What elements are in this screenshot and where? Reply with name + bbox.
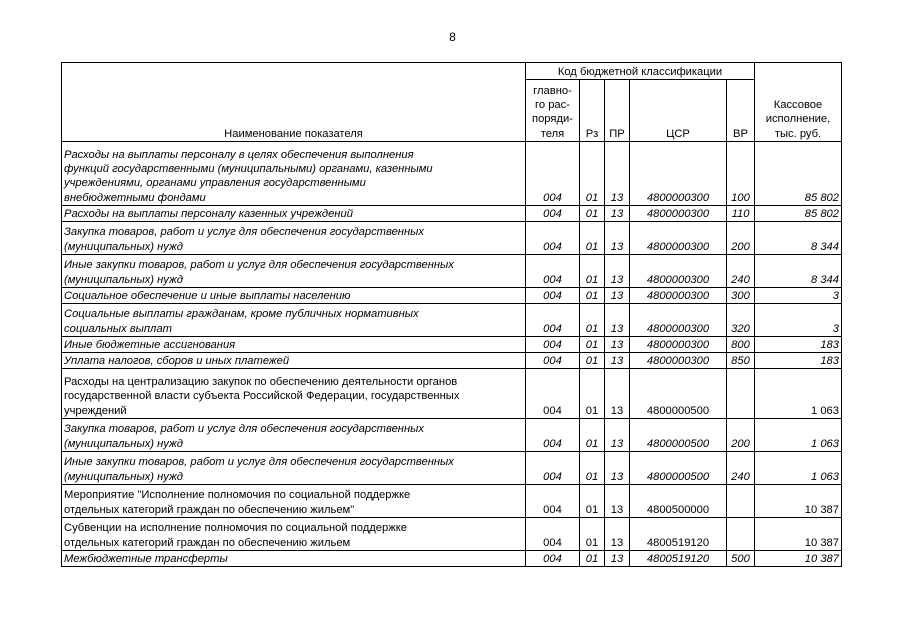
row-amount: 8 344 — [755, 222, 842, 255]
row-name-line: государственной власти субъекта Российской Федерации, государственных — [64, 390, 460, 403]
row-pr: 13 — [605, 206, 630, 222]
row-chief: 004 — [526, 353, 580, 369]
row-name — [62, 288, 526, 304]
row-rz: 01 — [580, 452, 605, 485]
row-rz: 01 — [580, 551, 605, 567]
row-name-line: Субвенции на исполнение полномочия по социальной поддержке — [64, 522, 407, 535]
table-row — [62, 452, 842, 485]
row-name-line: Расходы на выплаты персоналу в целях обеспечения выполнения — [64, 148, 414, 161]
table-row — [62, 337, 842, 353]
row-amount: 3 — [755, 304, 842, 337]
row-amount: 85 802 — [755, 206, 842, 222]
row-name-line: отдельных категорий граждан по обеспечению жильем" — [64, 503, 355, 516]
row-csr: 4800000500 — [630, 452, 727, 485]
table-row — [62, 304, 842, 337]
row-vr: 200 — [727, 222, 755, 255]
row-name-line: отдельных категорий граждан по обеспечению жильем — [64, 536, 351, 549]
row-rz: 01 — [580, 288, 605, 304]
header-rz: Рз — [580, 80, 605, 142]
row-vr: 300 — [727, 288, 755, 304]
row-chief: 004 — [526, 337, 580, 353]
row-name-line: (муниципальных) нужд — [64, 437, 183, 450]
row-vr: 850 — [727, 353, 755, 369]
row-vr: 800 — [727, 337, 755, 353]
header-pr: ПР — [605, 80, 630, 142]
row-pr: 13 — [605, 255, 630, 288]
table-row — [62, 518, 842, 551]
row-csr: 4800000300 — [630, 288, 727, 304]
row-chief: 004 — [526, 518, 580, 551]
row-chief: 004 — [526, 255, 580, 288]
row-csr: 4800000500 — [630, 369, 727, 419]
row-name — [62, 304, 526, 337]
row-name — [62, 551, 526, 567]
row-rz: 01 — [580, 353, 605, 369]
header-amount-line: тыс. руб. — [774, 127, 822, 140]
row-rz: 01 — [580, 304, 605, 337]
row-chief: 004 — [526, 419, 580, 452]
row-rz: 01 — [580, 255, 605, 288]
row-name-line: (муниципальных) нужд — [64, 240, 183, 253]
row-chief: 004 — [526, 142, 580, 206]
row-name-line: Иные закупки товаров, работ и услуг для обеспечения государственных — [64, 456, 454, 469]
page-number: 8 — [449, 30, 456, 44]
row-vr: 200 — [727, 419, 755, 452]
row-csr: 4800000300 — [630, 255, 727, 288]
table-row — [62, 369, 842, 419]
row-rz: 01 — [580, 142, 605, 206]
header-amount-line: исполнение, — [765, 113, 831, 126]
row-name — [62, 369, 526, 419]
row-name — [62, 485, 526, 518]
row-vr: 500 — [727, 551, 755, 567]
row-pr: 13 — [605, 485, 630, 518]
header-chief-line: главно- — [533, 84, 572, 97]
row-name-line: учреждений — [64, 404, 127, 417]
header-vr: ВР — [727, 80, 755, 142]
row-chief: 004 — [526, 304, 580, 337]
row-amount: 10 387 — [755, 485, 842, 518]
row-amount: 1 063 — [755, 369, 842, 419]
row-rz: 01 — [580, 369, 605, 419]
row-name — [62, 419, 526, 452]
row-chief: 004 — [526, 288, 580, 304]
row-rz: 01 — [580, 518, 605, 551]
row-name — [62, 255, 526, 288]
header-amount — [755, 63, 842, 142]
row-csr: 4800519120 — [630, 551, 727, 567]
row-csr: 4800519120 — [630, 518, 727, 551]
row-pr: 13 — [605, 304, 630, 337]
table-row — [62, 485, 842, 518]
budget-table — [61, 62, 842, 567]
table-body — [62, 142, 842, 567]
row-chief: 004 — [526, 551, 580, 567]
row-amount: 10 387 — [755, 518, 842, 551]
row-name-line: Иные закупки товаров, работ и услуг для обеспечения государственных — [64, 259, 454, 272]
table-row — [62, 222, 842, 255]
header-name: Наименование показателя — [62, 63, 526, 142]
row-pr: 13 — [605, 142, 630, 206]
row-pr: 13 — [605, 288, 630, 304]
table-row — [62, 419, 842, 452]
row-csr: 4800000300 — [630, 142, 727, 206]
row-amount: 85 802 — [755, 142, 842, 206]
header-row — [62, 63, 842, 80]
row-csr: 4800000300 — [630, 206, 727, 222]
row-pr: 13 — [605, 518, 630, 551]
row-name — [62, 206, 526, 222]
row-chief: 004 — [526, 222, 580, 255]
header-chief — [526, 80, 580, 142]
row-pr: 13 — [605, 452, 630, 485]
row-amount: 183 — [755, 337, 842, 353]
table-row — [62, 551, 842, 567]
row-pr: 13 — [605, 551, 630, 567]
row-amount: 183 — [755, 353, 842, 369]
row-vr: 320 — [727, 304, 755, 337]
row-rz: 01 — [580, 337, 605, 353]
row-csr: 4800000300 — [630, 222, 727, 255]
row-name-line: (муниципальных) нужд — [64, 273, 183, 286]
row-vr — [727, 369, 755, 419]
row-rz: 01 — [580, 419, 605, 452]
row-chief: 004 — [526, 369, 580, 419]
row-name-line: социальных выплат — [64, 322, 172, 335]
header-chief-line: поряди- — [532, 113, 573, 126]
row-vr — [727, 518, 755, 551]
header-amount-line: Кассовое — [773, 99, 823, 112]
table-row — [62, 288, 842, 304]
row-chief: 004 — [526, 452, 580, 485]
row-name-line: Межбюджетные трансферты — [64, 552, 228, 565]
row-name — [62, 518, 526, 551]
table-row — [62, 142, 842, 206]
row-pr: 13 — [605, 222, 630, 255]
row-name-line: (муниципальных) нужд — [64, 470, 183, 483]
row-rz: 01 — [580, 485, 605, 518]
row-chief: 004 — [526, 206, 580, 222]
row-chief: 004 — [526, 485, 580, 518]
header-chief-line: го рас- — [535, 99, 570, 112]
row-name-line: Закупка товаров, работ и услуг для обеспечения государственных — [64, 226, 424, 239]
row-rz: 01 — [580, 222, 605, 255]
row-name-line: учреждениями, органами управления государственными — [64, 177, 366, 190]
row-name — [62, 142, 526, 206]
row-csr: 4800000300 — [630, 337, 727, 353]
row-name-line: Расходы на выплаты персоналу казенных учреждений — [64, 207, 353, 220]
row-amount: 3 — [755, 288, 842, 304]
row-name-line: Расходы на централизацию закупок по обеспечению деятельности органов — [64, 376, 458, 389]
table-row — [62, 206, 842, 222]
row-name — [62, 222, 526, 255]
row-vr: 240 — [727, 255, 755, 288]
row-name — [62, 452, 526, 485]
row-name — [62, 337, 526, 353]
row-vr: 100 — [727, 142, 755, 206]
row-pr: 13 — [605, 419, 630, 452]
row-name-line: внебюджетными фондами — [64, 191, 206, 204]
row-vr — [727, 485, 755, 518]
table-row — [62, 353, 842, 369]
row-pr: 13 — [605, 369, 630, 419]
row-vr: 110 — [727, 206, 755, 222]
row-name-line: Закупка товаров, работ и услуг для обеспечения государственных — [64, 423, 424, 436]
row-csr: 4800000300 — [630, 353, 727, 369]
row-csr: 4800000500 — [630, 419, 727, 452]
row-amount: 10 387 — [755, 551, 842, 567]
row-csr: 4800500000 — [630, 485, 727, 518]
row-name-line: Мероприятие "Исполнение полномочия по социальной поддержке — [64, 489, 411, 502]
row-amount: 1 063 — [755, 452, 842, 485]
header-csr: ЦСР — [630, 80, 727, 142]
row-pr: 13 — [605, 337, 630, 353]
header-code-group: Код бюджетной классификации — [526, 63, 755, 80]
header-chief-line: теля — [540, 127, 565, 140]
row-name-line: Уплата налогов, сборов и иных платежей — [64, 354, 290, 367]
row-name-line: Иные бюджетные ассигнования — [64, 338, 236, 351]
row-amount: 8 344 — [755, 255, 842, 288]
row-rz: 01 — [580, 206, 605, 222]
row-csr: 4800000300 — [630, 304, 727, 337]
row-name-line: функций государственными (муниципальными) органами, казенными — [64, 163, 433, 176]
row-amount: 1 063 — [755, 419, 842, 452]
row-vr: 240 — [727, 452, 755, 485]
table-row — [62, 255, 842, 288]
row-name — [62, 353, 526, 369]
row-name-line: Социальные выплаты гражданам, кроме публичных нормативных — [64, 308, 419, 321]
row-name-line: Социальное обеспечение и иные выплаты населению — [64, 289, 351, 302]
row-pr: 13 — [605, 353, 630, 369]
